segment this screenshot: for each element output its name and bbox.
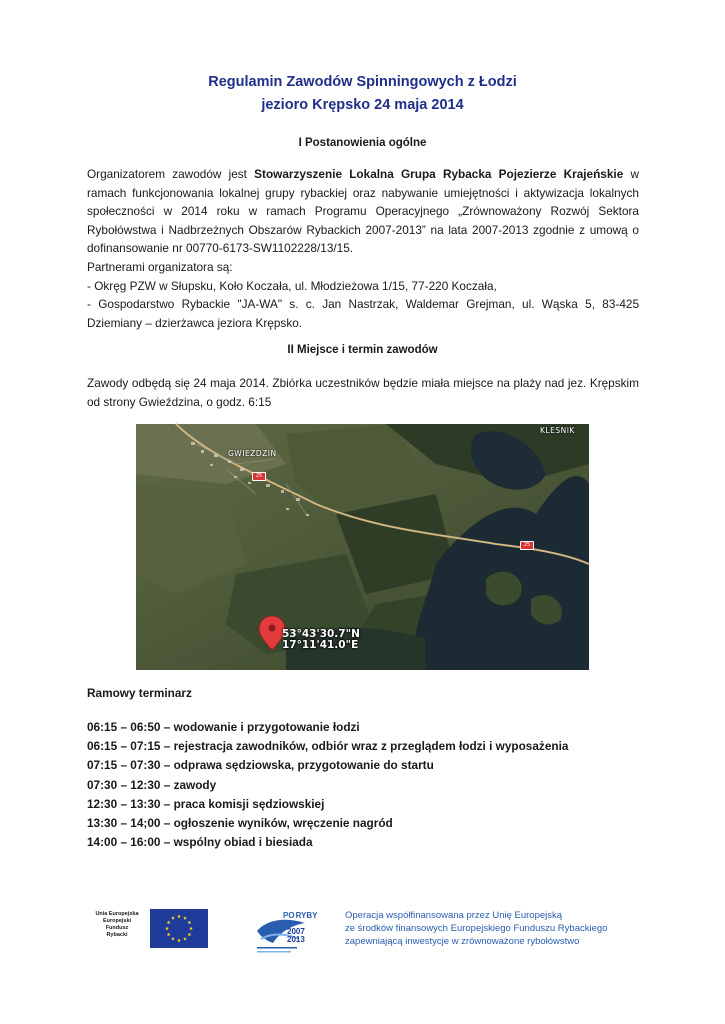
- coordinate-longitude: 17°11'41.0"E: [282, 639, 359, 651]
- cofinancing-line: ze środków finansowych Europejskiego Funduszu Rybackiego: [345, 923, 608, 934]
- schedule-list: [87, 718, 568, 852]
- route-badge: 25: [520, 541, 534, 550]
- map-label-village: GWIEZDZIN: [228, 449, 277, 458]
- svg-text:2007: 2007: [287, 927, 305, 936]
- organizer-lead: Organizatorem zawodów jest: [87, 167, 255, 181]
- cofinancing-line: Operacja współfinansowana przez Unię Europejską: [345, 910, 563, 921]
- coordinate-latitude: 53°43'30.7"N: [282, 628, 360, 640]
- route-badge: 25: [252, 472, 266, 481]
- map-coordinates: [282, 629, 360, 651]
- cofinancing-line: zapewniającą inwestycje w zrównoważone rybołówstwo: [345, 936, 580, 947]
- satellite-map: [136, 424, 589, 670]
- document-subtitle: jezioro Krępsko 24 maja 2014: [261, 97, 464, 113]
- section-heading-place: II Miejsce i termin zawodów: [287, 344, 438, 356]
- schedule-item: 06:15 – 06:50 – wodowanie i przygotowanie łodzi: [87, 720, 360, 734]
- schedule-item: 12:30 – 13:30 – praca komisji sędziowskiej: [87, 796, 325, 811]
- eu-label-line: Europejski: [102, 918, 132, 924]
- section-heading-general: I Postanowienia ogólne: [298, 137, 427, 149]
- eu-label-line: Rybacki: [106, 932, 128, 938]
- schedule-item: 14:00 – 16:00 – wspólny obiad i biesiada: [87, 835, 313, 850]
- partners-intro: Partnerami organizatora są:: [87, 260, 233, 274]
- organizer-rest: w ramach funkcjonowania lokalnej grupy rybackiej oraz nabywanie umiejętności i aktywizacja lokalnych społeczności w 2014 roku w ramach Programu Operacyjnego „Zrównoważony Rozwój Sektora Rybołówstwa i Nadbrzeżnych Obszarów Rybackich 2007-2013” na lata 2007-2013 zgodnie z umową o dofinansowanie nr 00770-6173-SW1102228/13/15.: [87, 167, 639, 256]
- schedule-item: 13:30 – 14;00 – ogłoszenie wyników, wręczenie nagród: [87, 816, 393, 831]
- svg-text:PORYBY: PORYBY: [283, 911, 318, 920]
- organizer-paragraph: [87, 165, 639, 258]
- organizer-name: Stowarzyszenie Lokalna Grupa Rybacka Pojezierze Krajeńskie: [254, 167, 624, 181]
- schedule-item: 07:15 – 07:30 – odprawa sędziowska, przygotowanie do startu: [87, 758, 434, 773]
- po-ryby-logo: [253, 909, 318, 957]
- document-title: Regulamin Zawodów Spinningowych z Łodzi: [208, 74, 517, 90]
- partner-item: - Okręg PZW w Słupsku, Koło Koczała, ul. Młodzieżowa 1/15, 77-220 Koczała,: [87, 278, 497, 293]
- eu-fund-label: [88, 911, 146, 939]
- eu-label-line: Unia Europejska: [95, 911, 139, 917]
- schedule-title: Ramowy terminarz: [87, 686, 192, 700]
- map-label-village-2: KLESNIK: [540, 426, 575, 435]
- eu-flag-icon: [150, 909, 208, 948]
- schedule-item: 07:30 – 12:30 – zawody: [87, 777, 217, 792]
- svg-text:2013: 2013: [287, 935, 305, 944]
- partners-block: [87, 258, 639, 332]
- partner-item: - Gospodarstwo Rybackie "JA-WA" s. c. Jan Nastrzak, Waldemar Grejman, ul. Wąska 5, 83-425 Dziemiany – dzierżawca jeziora Krępsko.: [87, 297, 639, 330]
- cofinancing-note: [345, 909, 635, 948]
- eu-label-line: Fundusz: [105, 925, 129, 931]
- place-paragraph: Zawody odbędą się 24 maja 2014. Zbiórka uczestników będzie miała miejsce na plaży nad jez. Krępskim od strony Gwieździna, o godz. 6:15: [87, 376, 639, 409]
- schedule-item: 06:15 – 07:15 – rejestracja zawodników, odbiór wraz z przeglądem łodzi i wyposażenia: [87, 739, 569, 754]
